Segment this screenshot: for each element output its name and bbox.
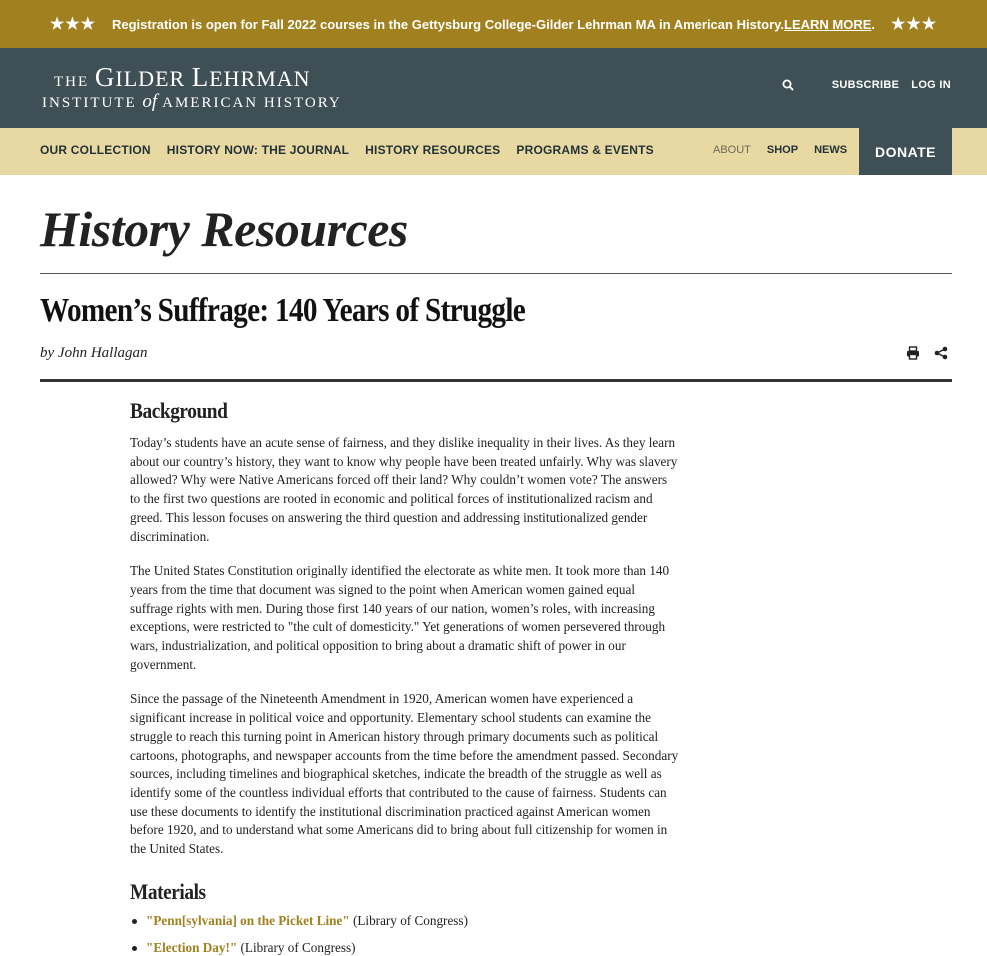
donate-button[interactable]: DONATE (859, 128, 952, 175)
divider (40, 273, 952, 274)
nav-history-resources[interactable]: HISTORY RESOURCES (365, 143, 501, 157)
paragraph-2: The United States Constitution originally identified the electorate as white men. It took more than 140 years from the time that document was signed to the point when American women gained equal suffrage rights with men. During those first 140 years of our nation, women’s roles, with increasing exceptions, were restricted to "the cult of domesticity." Yet generations of women persevered through wars, industrialization, and political opposition to bring about a dramatic shift of power in our government. (130, 563, 670, 672)
paragraph-1: Today’s students have an acute sense of fairness, and they dislike inequality in their lives. As they learn about our country’s history, they want to know why people have been treated unfairly. Why was slavery allowed? Why were Native Americans forced off their land? Why couldn’t women vote? The answers to the first two questions are rooted in economic and political forces of institutionalized racism and greed. This lesson focuses on answering the third question and addressing institutionalized gender discrimination. (130, 435, 678, 544)
announcement-text: Registration is open for Fall 2022 courses in the Gettysburg College-Gilder Lehrman MA in American History. (111, 16, 785, 32)
nav-history-now[interactable]: HISTORY NOW: THE JOURNAL (166, 143, 350, 157)
primary-nav (40, 143, 670, 157)
search-icon[interactable] (782, 79, 794, 91)
section-title: History Resources (40, 201, 408, 257)
list-item (130, 938, 680, 956)
secondary-nav (713, 144, 863, 156)
nav-our-collection[interactable]: OUR COLLECTION (40, 143, 151, 157)
materials-heading: Materials (130, 878, 206, 904)
article-title: Women’s Suffrage: 140 Years of Struggle (40, 292, 526, 329)
nav-programs-events[interactable]: PROGRAMS & EVENTS (516, 143, 654, 157)
list-item (130, 911, 680, 931)
announcement-period: . (871, 16, 876, 32)
main-nav (0, 128, 987, 175)
announcement-bar (0, 0, 987, 48)
login-link[interactable]: LOG IN (911, 79, 951, 91)
print-icon[interactable] (906, 346, 920, 360)
material-link-picket-line[interactable]: "Penn[sylvania] on the Picket Line" (146, 912, 350, 928)
nav-shop[interactable]: SHOP (766, 144, 799, 156)
byline: by John Hallagan (40, 345, 148, 361)
paragraph-3: Since the passage of the Nineteenth Amendment in 1920, American women have experienced a significant increase in political voice and opportunity. Elementary school students can examine the struggle to reach this turning point in American history through primary documents such as political cartoons, photographs, and newspaper accounts from the time before the amendment passed. Secondary sources, including timelines and biographical sketches, indicate the breadth of the struggle as well as identify some of the countless individual efforts that contributed to the cause of fairness. Students can use these documents to identify the institutional discrimination practiced against American women before 1920, and to understand what some Americans did to bring about full citizenship for women in the United States. (130, 691, 679, 857)
material-link-election-day[interactable]: "Election Day!" (146, 939, 238, 955)
logo-line-1: THE GILDER LEHRMAN (54, 62, 311, 92)
site-header (0, 48, 987, 128)
nav-about[interactable]: ABOUT (713, 144, 751, 156)
article-tools (906, 346, 948, 360)
subscribe-link[interactable]: SUBSCRIBE (831, 79, 900, 91)
header-utility (782, 79, 951, 91)
article-body (130, 396, 680, 956)
thick-divider (40, 379, 952, 382)
share-icon[interactable] (934, 346, 948, 360)
stars-left: ★★★ (49, 16, 96, 33)
material-source: (Library of Congress) (237, 939, 356, 955)
material-source: (Library of Congress) (349, 912, 468, 928)
materials-list (130, 911, 680, 956)
learn-more-link[interactable]: LEARN MORE (784, 16, 872, 32)
background-heading: Background (130, 398, 228, 423)
nav-news[interactable]: NEWS (814, 144, 848, 156)
gilder-lehrman-logo[interactable] (42, 62, 362, 114)
stars-right: ★★★ (891, 16, 938, 33)
logo-line-2: INSTITUTE of AMERICAN HISTORY (42, 91, 342, 112)
